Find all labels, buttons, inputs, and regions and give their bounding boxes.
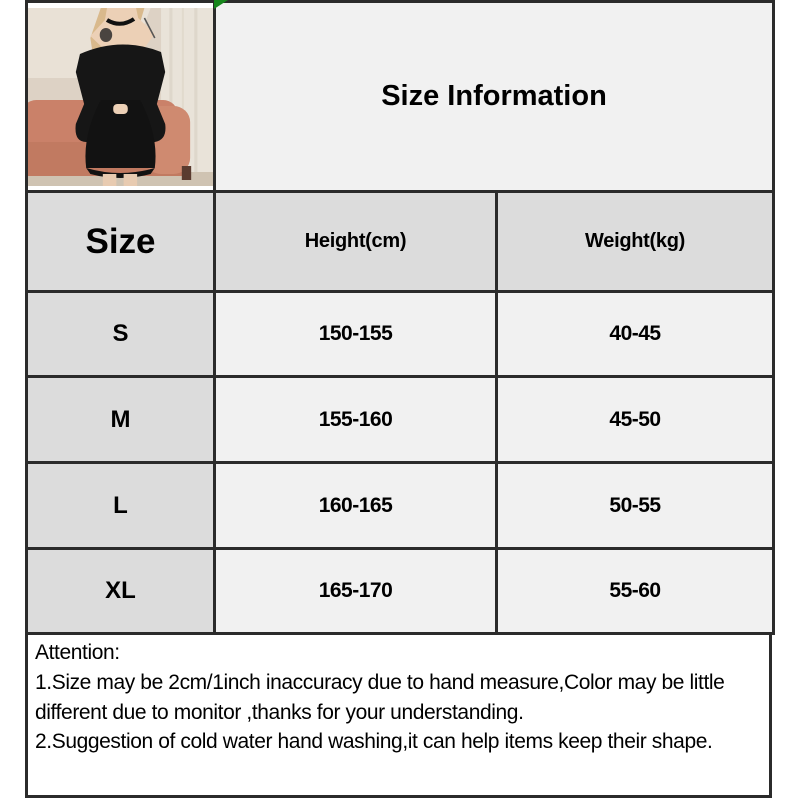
weight-value: 45-50 (497, 377, 774, 463)
height-value: 150-155 (215, 292, 497, 377)
height-value: 165-170 (215, 549, 497, 634)
size-label: S (27, 292, 215, 377)
weight-value: 50-55 (497, 463, 774, 549)
table-row-m (27, 377, 774, 463)
size-table (25, 0, 775, 635)
size-label: M (27, 377, 215, 463)
attention-box (25, 632, 772, 798)
size-chart-sheet (25, 0, 772, 798)
table-row-xl (27, 549, 774, 634)
top-row (27, 2, 774, 192)
attention-note-1: 1.Size may be 2cm/1inch inaccuracy due to hand measure,Color may be little different due to monitor ,thanks for your understanding. (35, 670, 725, 724)
height-value: 155-160 (215, 377, 497, 463)
product-photo-cell (27, 2, 215, 192)
green-corner-marker (214, 0, 228, 9)
attention-note-2: 2.Suggestion of cold water hand washing,it can help items keep their shape. (35, 730, 713, 754)
table-row-s (27, 292, 774, 377)
page-title: Size Information (215, 2, 774, 192)
column-header-size: Size (27, 192, 215, 292)
product-photo (28, 8, 213, 186)
size-label: XL (27, 549, 215, 634)
weight-value: 55-60 (497, 549, 774, 634)
attention-heading: Attention: (35, 641, 120, 664)
weight-value: 40-45 (497, 292, 774, 377)
size-label: L (27, 463, 215, 549)
table-row-l (27, 463, 774, 549)
column-header-height: Height(cm) (215, 192, 497, 292)
header-row (27, 192, 774, 292)
height-value: 160-165 (215, 463, 497, 549)
column-header-weight: Weight(kg) (497, 192, 774, 292)
